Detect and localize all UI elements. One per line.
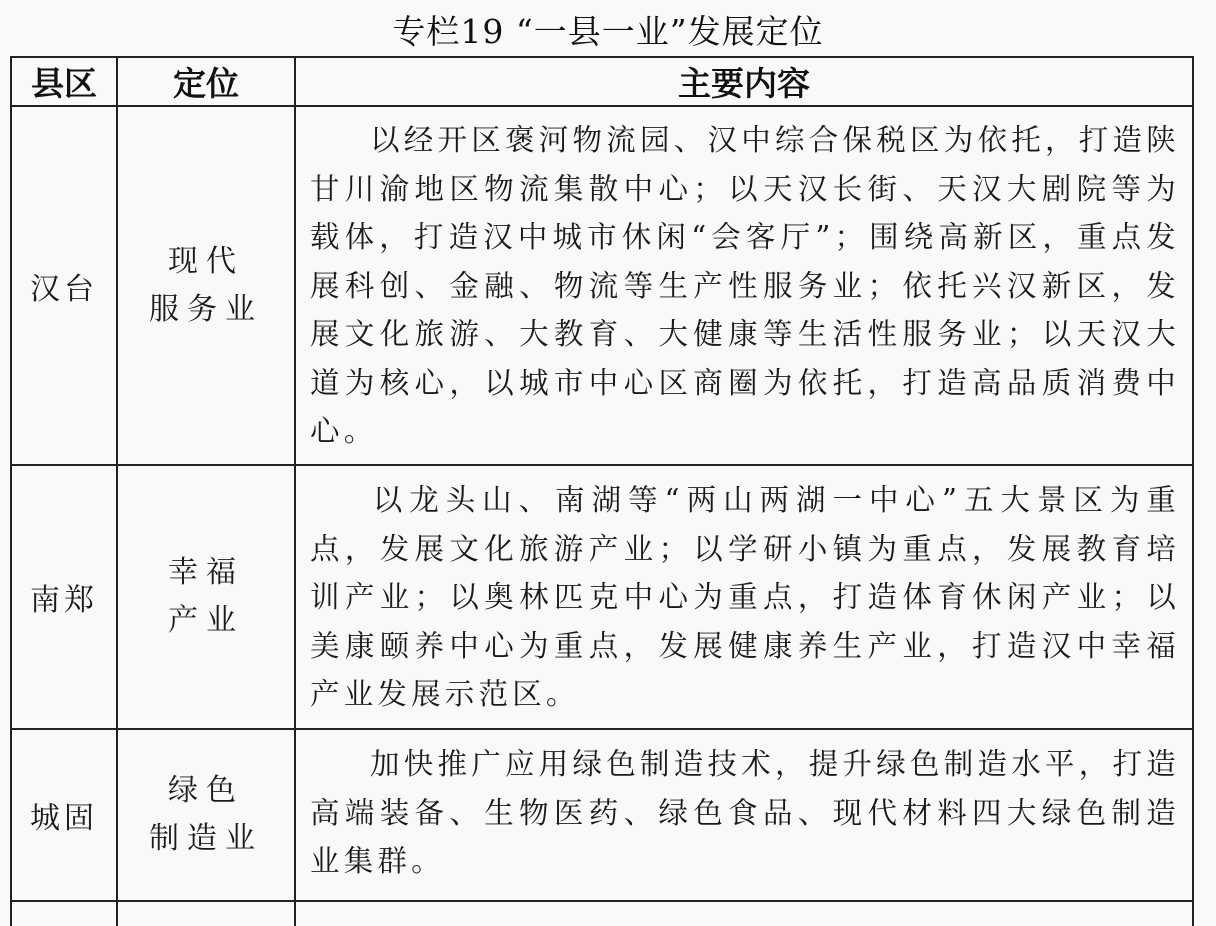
positioning-table — [10, 56, 1194, 926]
position-line: 绿色 — [168, 773, 244, 808]
position-line: 现代 — [168, 243, 244, 279]
position-line: 产业 — [168, 603, 244, 638]
position-line: 制造业 — [149, 821, 263, 856]
position-line: 幸福 — [168, 555, 244, 590]
row-divider-3 — [10, 900, 1194, 902]
table-row-content — [310, 116, 1180, 456]
table-row-position — [118, 730, 294, 900]
content-text: 加快推广应用绿色制造技术，提升绿色制造水平，打造高端装备、生物医药、绿色食品、现代材料四大绿色制造业集群。 — [310, 747, 1180, 878]
table-border-right — [1192, 56, 1194, 926]
table-row-content — [310, 476, 1180, 719]
table-row-position — [118, 107, 294, 464]
col-divider-2 — [294, 56, 296, 926]
table-row-county: 汉台 — [30, 271, 98, 307]
content-text: 以龙头山、南湖等“两山两湖一中心”五大景区为重点，发展文化旅游产业；以学研小镇为重点，发展教育培训产业；以奥林匹克中心为重点，打造体育休闲产业；以美康颐养中心为重点，发展健康养生产业，打造汉中幸福产业发展示范区。 — [310, 483, 1180, 711]
table-row-county: 城固 — [30, 801, 98, 836]
header-content: 主要内容 — [678, 64, 810, 103]
table-row-content — [310, 740, 1180, 886]
table-title: 专栏19 “一县一业”发展定位 — [392, 12, 824, 51]
header-position: 定位 — [173, 64, 239, 103]
table-row-county: 南郑 — [30, 583, 98, 618]
position-line: 服务业 — [149, 291, 263, 327]
content-text: 以经开区褒河物流园、汉中综合保税区为依托，打造陕甘川渝地区物流集散中心；以天汉长街、天汉大剧院等为载体，打造汉中城市休闲“会客厅”；围绕高新区，重点发展科创、金融、物流等生产性服务业；依托兴汉新区，发展文化旅游、大教育、大健康等生活性服务业；以天汉大道为核心，以城市中心区商圈为依托，打造高品质消费中心。 — [310, 123, 1180, 448]
table-row-position — [118, 466, 294, 728]
header-county: 县区 — [31, 64, 97, 103]
